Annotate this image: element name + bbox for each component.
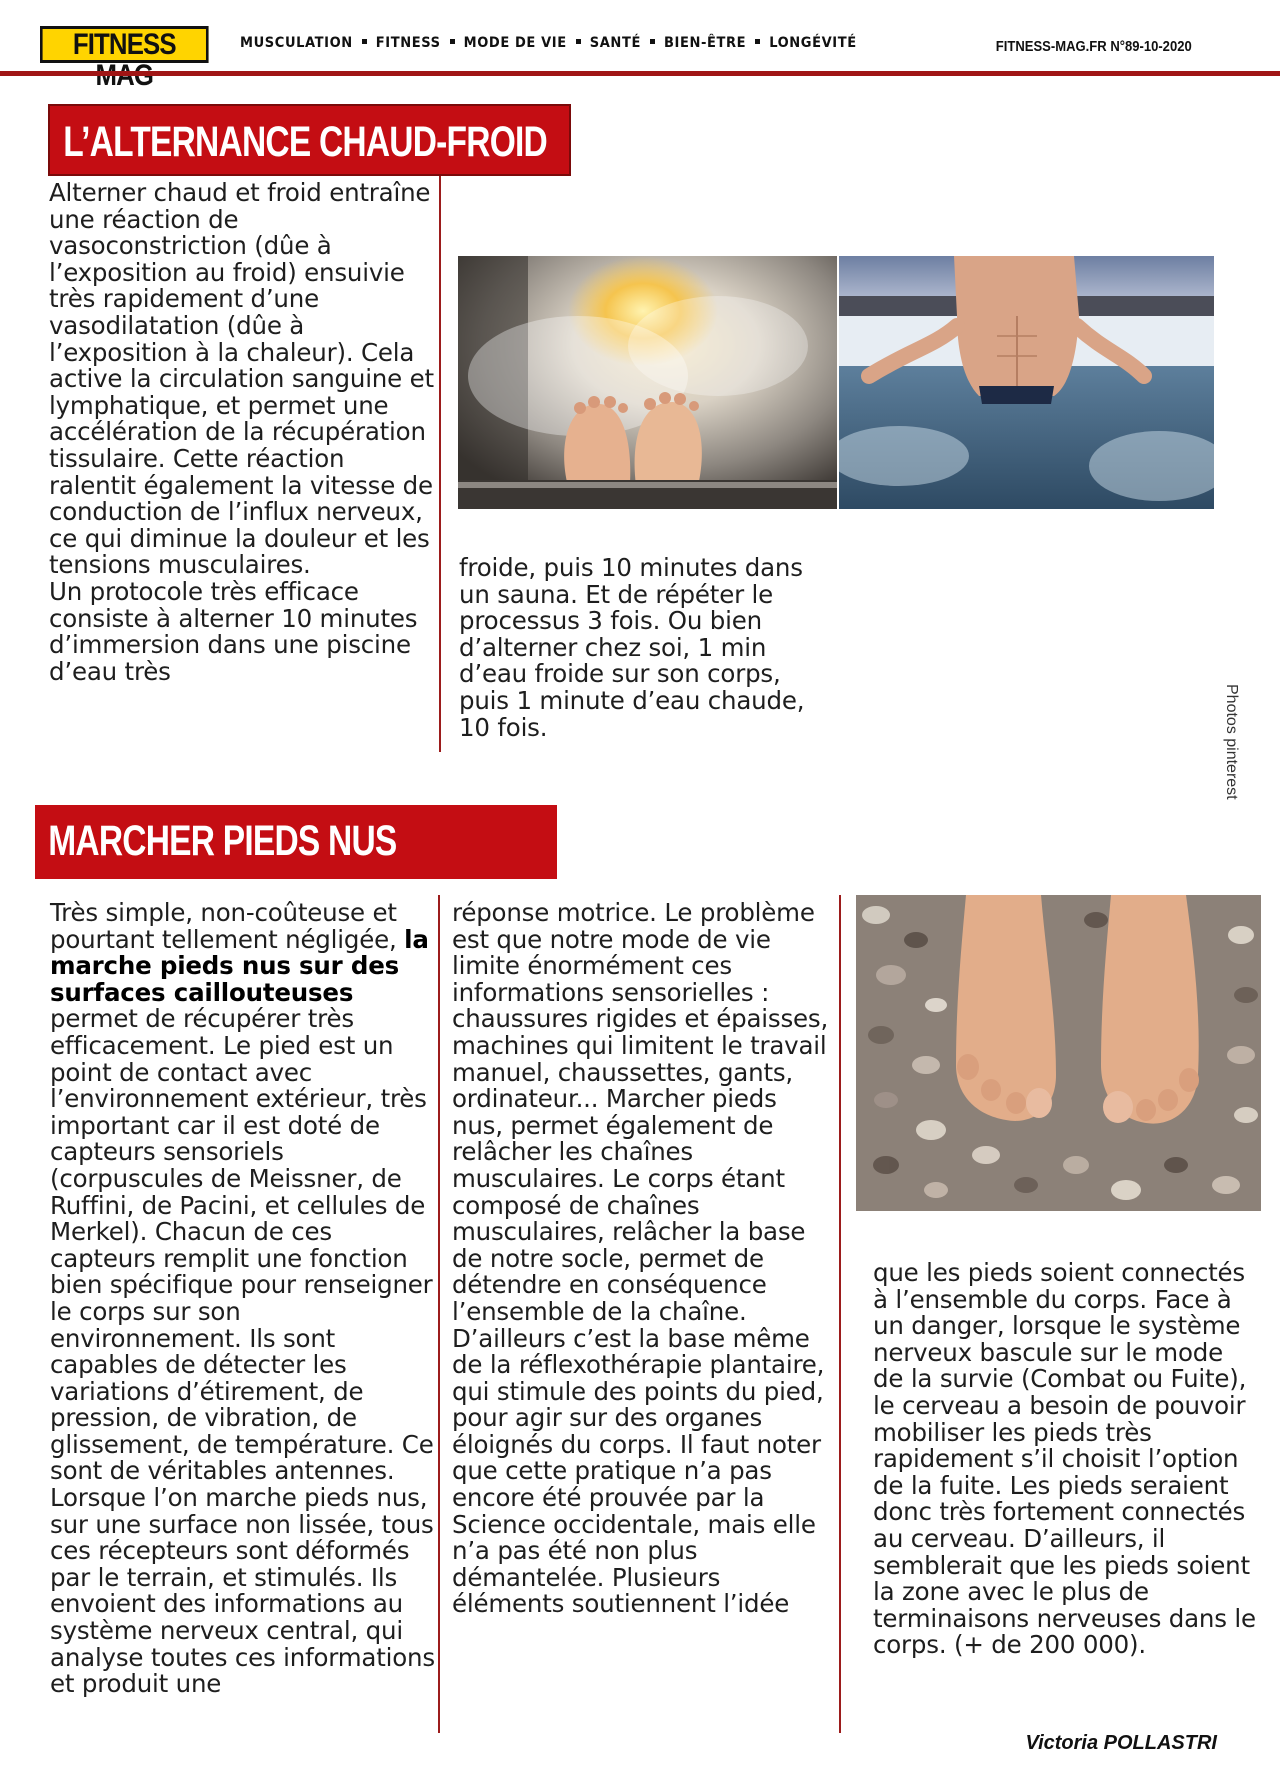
section-title-pieds-nus [35,805,557,879]
photo-credit: Photos pinterest [1223,684,1240,800]
column-divider [439,176,441,752]
column-divider [839,895,841,1733]
nav-separator [650,39,655,44]
text-run: Très simple, non-coûteuse et pourtant tellement négligée, [50,898,405,954]
nav-separator [362,39,367,44]
author-byline: Victoria POLLASTRI [1025,1732,1217,1754]
issue-info: FITNESS-MAG.FR N°89-10-2020 [996,39,1192,55]
column-divider [438,895,440,1733]
nav-item-musculation: MUSCULATION [240,35,353,51]
bold-text: la marche pieds nus sur des surfaces caillouteuses [50,924,429,1007]
paragraph [50,900,435,1698]
section-title-text: L’ALTERNANCE CHAUD-FROID [63,118,547,166]
article-column [459,555,829,741]
paragraph: Un protocole très efficace consiste à alterner 10 minutes d’immersion dans une piscine d’eau très [49,576,418,686]
article-column [50,900,435,1698]
ice-bath-photo [839,256,1214,509]
magazine-logo: FITNESS [40,26,209,63]
section-nav [240,35,857,51]
article-column [452,900,832,1618]
sauna-feet-photo [458,256,837,509]
paragraph: Alterner chaud et froid entraîne une réaction de vasoconstriction (dûe à l’exposition au froid) ensuivie très rapidement d’une vasodilatation (dûe à l’exposition à la chaleur). Cela active la circulation sanguine et lymphatique, et permet une accélération de la récupération tissulaire. Cette réaction ralentit également la vitesse de conduction de l’influx nerveux, ce qui diminue la douleur et les tensions musculaires. [49,178,434,580]
nav-separator [576,39,581,44]
nav-separator [755,39,760,44]
section-title-text: MARCHER PIEDS NUS [48,817,397,865]
paragraph: froide, puis 10 minutes dans un sauna. Et de répéter le processus 3 fois. Ou bien d’alterner chez soi, 1 min d’eau froide sur son corps, puis 1 minute d’eau chaude, 10 fois. [459,553,805,742]
barefoot-pebbles-photo [856,895,1261,1211]
nav-item-fitness: FITNESS [375,35,441,51]
paragraph: que les pieds soient connectés à l’ensemble du corps. Face à un danger, lorsque le système nerveux bascule sur le mode de la survie (Combat ou Fuite), le cerveau a besoin de pouvoir mobiliser les pieds très rapidement s’il choisit l’option de la fuite. Les pieds seraient donc très fortement connectés au cerveau. D’ailleurs, il semblerait que les pieds soient la zone avec le plus de terminaisons nerveuses dans le corps. (+ de 200 000). [873,1258,1256,1660]
nav-item-longevite: LONGÉVITÉ [769,35,857,51]
nav-item-bien-etre: BIEN-ÊTRE [663,35,747,51]
section-title-chaud-froid [48,104,571,176]
header-rule [0,71,1280,76]
article-column [49,180,434,685]
nav-item-mode-de-vie: MODE DE VIE [463,35,567,51]
article-column [873,1260,1258,1659]
nav-item-sante: SANTÉ [589,35,641,51]
text-run: permet de récupérer très efficacement. Le pied est un point de contact avec l’environnement extérieur, très important car il est doté de capteurs sensoriels (corpuscules de Meissner, de Ruffini, de Pacini, et cellules de Merkel). Chacun de ces capteurs remplit une fonction bien spécifique pour renseigner le corps sur son environnement. Ils sont capables de détecter les variations d’étirement, de pression, de vibration, de glissement, de température. Ce sont de véritables antennes. Lorsque l’on marche pieds nus, sur une surface non lissée, tous ces récepteurs sont déformés par le terrain, et stimulés. Ils envoient des informations au système nerveux central, qui analyse toutes ces informations et produit une [50,1004,435,1699]
paragraph: réponse motrice. Le problème est que notre mode de vie limite énormément ces informations sensorielles : chaussures rigides et épaisses, machines qui limitent le travail manuel, chaussettes, gants, ordinateur... Marcher pieds nus, permet également de relâcher les chaînes musculaires. Le corps étant composé de chaînes musculaires, relâcher la base de notre socle, permet de détendre en conséquence l’ensemble de la chaîne. D’ailleurs c’est la base même de la réflexothérapie plantaire, qui stimule des points du pied, pour agir sur des organes éloignés du corps. Il faut noter que cette pratique n’a pas encore été prouvée par la Science occidentale, mais elle n’a pas été non plus démantelée. Plusieurs éléments soutiennent l’idée [452,898,829,1619]
nav-separator [450,39,455,44]
